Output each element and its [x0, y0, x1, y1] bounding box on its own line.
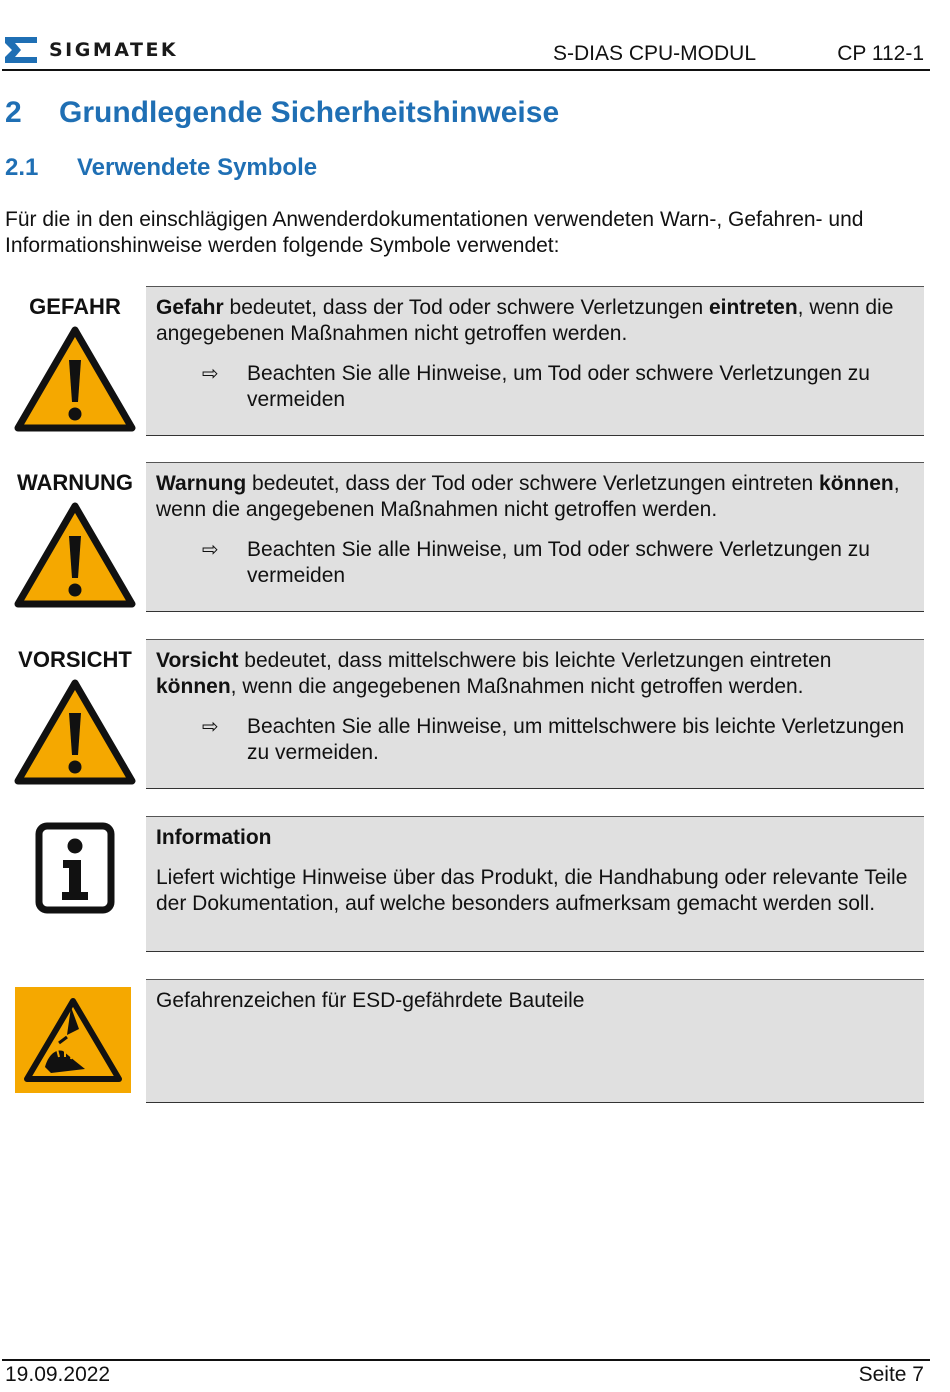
warning-triangle-icon [12, 677, 138, 787]
signal-word: GEFAHR [29, 294, 121, 319]
arrow-right-icon: ⇨ [202, 716, 219, 738]
notice-information-symbol [5, 816, 145, 914]
sigmatek-logo-icon [5, 37, 37, 63]
footer-date: 19.09.2022 [5, 1363, 111, 1386]
subsection-title: Verwendete Symbole [77, 154, 318, 181]
header-divider [2, 69, 930, 71]
esd-text: Gefahrenzeichen für ESD-gefährdete Bauteile [156, 989, 585, 1012]
brand-logo [5, 36, 178, 64]
brand-name: SIGMATEK [49, 39, 179, 61]
notice-description: Gefahr bedeutet, dass der Tod oder schwere Verletzungen eintreten, wenn die angegebenen Maßnahmen nicht getroffen werden. [156, 296, 894, 345]
notice-esd-box [146, 979, 924, 1103]
section-title: Grundlegende Sicherheitshinweise [59, 96, 560, 129]
section-heading [5, 96, 559, 130]
notice-gefahr-symbol [5, 286, 145, 434]
info-icon [35, 822, 115, 914]
subsection-number: 2.1 [5, 154, 39, 181]
notice-gefahr-box [146, 286, 924, 436]
notice-vorsicht-box [146, 639, 924, 789]
notice-information-box [146, 816, 924, 952]
arrow-right-icon: ⇨ [202, 539, 219, 561]
signal-word: WARNUNG [16, 470, 134, 495]
notice-bullet: ⇨ Beachten Sie alle Hinweise, um mittelschwere bis leichte Verletzungen zu vermeiden. [202, 715, 905, 764]
header-model: CP 112-1 [837, 42, 924, 65]
footer-divider [2, 1359, 930, 1361]
information-title: Information [156, 826, 272, 849]
notice-bullet: ⇨ Beachten Sie alle Hinweise, um Tod oder schwere Verletzungen zu vermeiden [202, 362, 870, 411]
intro-paragraph: Für die in den einschlägigen Anwenderdokumentationen verwendeten Warn-, Gefahren- und Informationshinweise werden folgende Symbole verwendet: [5, 208, 864, 257]
notice-bullet: ⇨ Beachten Sie alle Hinweise, um Tod oder schwere Verletzungen zu vermeiden [202, 538, 870, 587]
signal-word: VORSICHT [18, 647, 132, 672]
notice-warnung-box [146, 462, 924, 612]
notice-warnung-symbol [5, 462, 145, 610]
warning-triangle-icon [12, 324, 138, 434]
notice-vorsicht-symbol [5, 639, 145, 787]
footer-page-number: Seite 7 [858, 1363, 924, 1386]
information-text: Liefert wichtige Hinweise über das Produkt, die Handhabung oder relevante Teile der Dokumentation, auf welche besonders aufmerksam gemacht werden soll. [156, 866, 908, 915]
page-header [0, 0, 950, 72]
header-product: S-DIAS CPU-MODUL [553, 42, 757, 65]
notice-description: Warnung bedeutet, dass der Tod oder schwere Verletzungen eintreten können, wenn die angegebenen Maßnahmen nicht getroffen werden. [156, 472, 900, 521]
esd-warning-icon [15, 987, 131, 1093]
notice-esd-symbol [5, 979, 145, 1093]
subsection-heading [5, 154, 317, 182]
notice-description: Vorsicht bedeutet, dass mittelschwere bis leichte Verletzungen eintreten können, wenn die angegebenen Maßnahmen nicht getroffen werden. [156, 649, 832, 698]
arrow-right-icon: ⇨ [202, 363, 219, 385]
section-number: 2 [5, 96, 22, 129]
warning-triangle-icon [12, 500, 138, 610]
